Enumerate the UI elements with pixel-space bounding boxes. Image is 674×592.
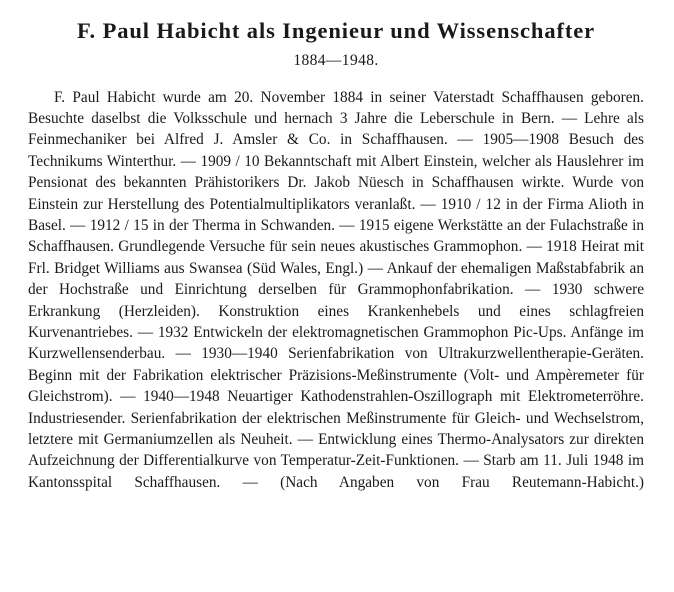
- biography-text: [28, 87, 644, 515]
- page-subtitle: 1884—1948.: [293, 51, 379, 69]
- page-title: F. Paul Habicht als Ingenieur und Wissenschafter: [76, 18, 596, 43]
- biography-paragraph: F. Paul Habicht wurde am 20. November 1884 in seiner Vaterstadt Schaffhausen geboren. Besuchte daselbst die Volksschule und hernach 3 Jahre die Leberschule in Bern. — Lehre als Feinmechaniker bei Alfred J. Amsler & Co. in Schaffhausen. — 1905—1908 Besuch des Technikums Winterthur. — 1909 / 10 Bekanntschaft mit Albert Einstein, welcher als Hauslehrer im Pensionat des bekannten Prähistorikers Dr. Jakob Nüesch in Schaffhausen wirkte. Wurde von Einstein zur Herstellung des Potentialmultiplikators veranlaßt. — 1910 / 12 in der Firma Alioth in Basel. — 1912 / 15 in der Therma in Schwanden. — 1915 eigene Werkstätte an der Fulachstraße in Schaffhausen. Grundlegende Versuche für sein neues akustisches Grammophon. — 1918 Heirat mit Frl. Bridget Williams aus Swansea (Süd Wales, Engl.) — Ankauf der ehemaligen Maßstabfabrik an der Hochstraße und Einrichtung derselben für Grammophonfabrikation. — 1930 schwere Erkrankung (Herzleiden). Konstruktion eines Krankenhebels und eines schlagfreien Kurvenantriebes. — 1932 Entwickeln der elektromagnetischen Grammophon Pic-Ups. Anfänge im Kurzwellensenderbau. — 1930—1940 Serienfabrikation von Ultrakurzwellentherapie-Geräten. Beginn mit der Fabrikation elektrischer Präzisions-Meßinstrumente (Volt- und Ampèremeter für Gleichstrom). — 1940—1948 Neuartiger Kathodenstrahlen-Oszillograph mit Elektrometerröhre. Industriesender. Serienfabrikation der elektrischen Meßinstrumente für Gleich- und Wechselstrom, letztere mit Germaniumzellen als Neuheit. — Entwicklung eines Thermo-Analysators zur direkten Aufzeichnung der Differentialkurve von Temperatur-Zeit-Funktionen. — Starb am 11. Juli 1948 im Kantonsspital Schaffhausen. — (Nach Angaben von Frau Reutemann-Habicht.): [28, 88, 644, 491]
